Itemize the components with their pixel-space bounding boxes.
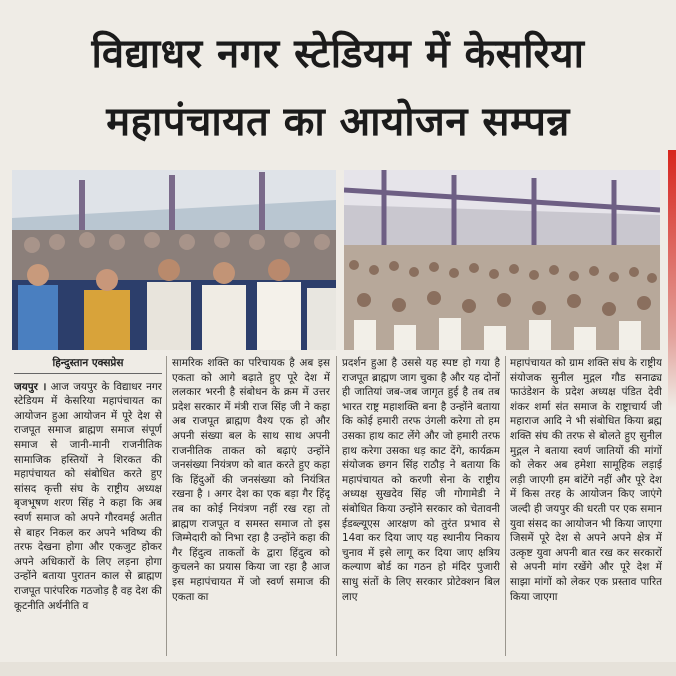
crowd-photo-icon <box>12 170 336 350</box>
headline-line-2: महापंचायत का आयोजन सम्पन्न <box>106 99 570 145</box>
headline-line-1: विद्याधर नगर स्टेडियम में केसरिया <box>91 31 585 77</box>
column-divider <box>505 356 506 656</box>
column-divider <box>336 356 337 656</box>
dateline: जयपुर । <box>14 380 47 393</box>
column-divider <box>166 356 167 656</box>
adjacent-page-edge <box>668 150 676 620</box>
article-text: सामरिक शक्ति का परिचायक है अब इस एकता को आगे बढ़ाते हुए पूरे देश में ललकार भरनी है संबोधन के क्रम में उत्तर प्रदेश सरकार में मंत्री राज सिंह जी ने कहा अब राजपूत ब्राह्मण वैश्य एक हो और अपनी संख्या बल के साथ साथ अपनी राजनीतिक ताकत को बढ़ाएं उन्होंने जनसंख्या नियंत्रण को बात करते हुए कहा कि हिंदुओं की जनसंख्या को नियंत्रित रखना है । अगर देश का एक बड़ा गैर हिंदू तब का कोई नियंत्रण नहीं रख रहा तो ब्राह्मण राजपूत व समस्त समाज तो इस जिम्मेदारी को निभा रहा है उन्होंने कहा की गैर हिंदुत्व ताकतों के द्वारा हिंदुत्व को कुचलने का प्रयास किया जा रहा है आज इस महापंचायत में जो स्वर्ण समाज की एकता का <box>172 357 330 603</box>
article-column-2 <box>172 356 330 666</box>
article-column-1 <box>14 356 162 666</box>
article-text: आज जयपुर के विद्याधर नगर स्टेडियम में केसरिया महापंचायत का आयोजन हुआ आयोजन में पूरे देश से राजपूत समाज ब्राह्मण समाज संपूर्ण समाज से जानी-मानी राजनीतिक सामाजिक हस्तियों ने शिरकत की महापंचायत को संबोधित करते हुए सांसद कृत्ती संघ के राष्ट्रीय अध्यक्ष बृजभूषण शरण सिंह ने कहा कि अब स्वर्ण समाज को अपने गौरवमई अतीत से बाहर निकल कर अपने भविष्य की तरफ देखना होगा और एकजुट होकर अपने अधिकारों के लिए लड़ना होगा उन्होंने बताया पुरातन काल से ब्राह्मण राजपूत पारंपरिक गठजोड़ है वह देश की कूटनीति अर्थनीति व <box>14 380 162 612</box>
page-bottom-edge <box>0 662 676 676</box>
event-photo-right <box>344 170 660 350</box>
article-column-4 <box>510 356 662 666</box>
article-column-3 <box>342 356 500 666</box>
byline: हिन्दुस्तान एक्सप्रेस <box>14 356 162 374</box>
article-text: महापंचायत को ग्राम शक्ति संघ के राष्ट्रीय संयोजक सुनील मुद्गल गौड सनाढ्य फाउंडेशन के प्रदेश अध्यक्ष पंडित देवी शंकर शर्मा संत समाज के राष्ट्राचार्य जी महाराज आदि ने भी संबोधित किया ब्रह्म शक्ति संघ की तरफ से बोलते हुए सुनील मुद्गल ने बताया स्वर्ण जातियों की मांगों को लेकर अब हमेशा सामूहिक लड़ाई लड़ी जाएगी हम बांटेंगे नहीं और पूरे देश में किस तरह के आयोजन किए जाएंगे जल्दी ही जयपुर की धरती पर एक समान युवा संसद का आयोजन भी किया जाएगा जिसमें पूरे देश से अपने अपने क्षेत्र में उत्कृष्ट युवा अपनी बात रख कर सरकारों से अपनी मांग रखेंगे और पूरे देश में साझा मांगों को लेकर एक प्रस्ताव पारित किया जाएगा <box>510 357 662 603</box>
article-text: प्रदर्शन हुआ है उससे यह स्पष्ट हो गया है राजपूत ब्राह्मण जाग चुका है और यह दोनों ही जातियां जब-जब जागृत हुई है तब तब भारत राष्ट्र महाशक्ति बना है उन्होंने बताया कि कोई हमारी तरफ उंगली करेगा तो हम उसका हाथ काट लेंगे और जो हमारी तरफ हाथ करेगा उसका धड़ काट देंगे, कार्यक्रम संयोजक छगन सिंह राठौड़ ने बताया कि महापंचायत को करणी सेना के राष्ट्रीय अध्यक्ष सुखदेव सिंह जी गोगामेडी ने संबोधित किया उन्होंने सरकार को चेतावनी ईडब्ल्यूएस आरक्षण को तुरंत प्रभाव से 14वा कर दिया जाए यह स्थानीय निकाय चुनाव में इसे लागू कर दिया जाए क्षत्रिय कल्याण बोर्ड का गठन हो मंदिर पुजारी साधु संतों के लिए सरकार प्रोटेक्शन बिल लाए <box>342 357 500 603</box>
crowd-photo-icon <box>344 170 660 350</box>
event-photo-left <box>12 170 336 350</box>
